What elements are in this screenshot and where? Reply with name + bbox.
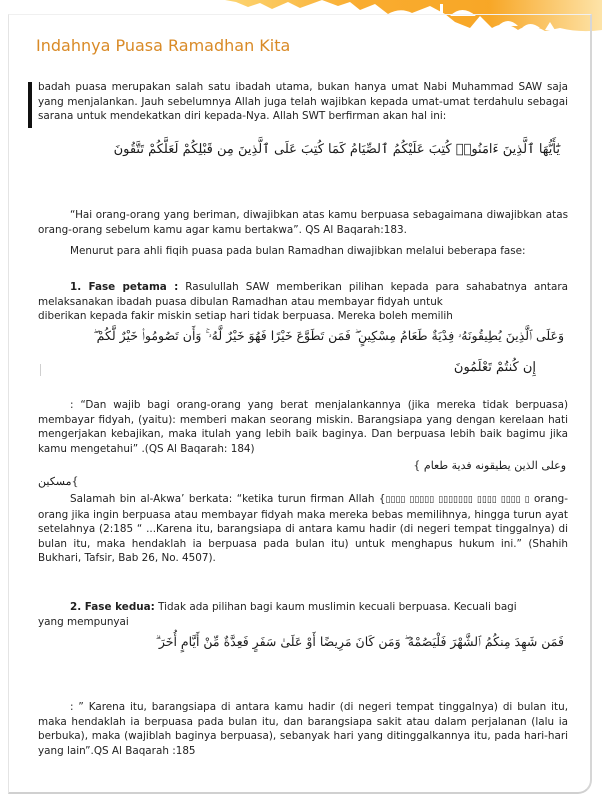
arabic-verse-184-part2: إِن كُنتُمْ تَعْلَمُونَ [453,360,536,375]
drop-cap-initial [28,82,32,128]
phase-1-label: 1. Fase petama : [70,281,179,293]
salamah-hadith-paragraph [38,492,568,566]
intro-paragraph: badah puasa merupakan salah satu ibadah utama, bukan hanya umat Nabi Muhammad SAW saja yang menjalankan. Jauh sebelumnya Allah juga telah wajibkan kepada umat-umat terdahulu sebagai sarana untuk mendekatkan diri kepada-Nya. Allah SWT berfirman akan hal ini: [38,81,568,122]
translation-184: : “Dan wajib bagi orang-orang yang berat menjalankannya (jika mereka tidak berpuasa) membayar fidyah, (yaitu): memberi makan seorang miskin. Barangsiapa yang dengan kerelaan hati mengerjakan kebajikan, maka itulah yang lebih baik baginya. Dan berpuasa lebih baik bagimu jika kamu mengetahui” .(QS Al Baqarah: 184) [38,399,568,455]
phase-1-clipped-line: diberikan kepada fakir miskin setiap hari tidak berpuasa. Mereka boleh memilih [38,310,453,322]
phase-2-continuation: yang mempunyai [38,616,129,628]
arabic-verse-184-part1: وَعَلَى ٱلَّذِينَ يُطِيقُونَهُۥ فِدْيَةٌ طَعَامُ مِسْكِينٍ ۖ فَمَن تَطَوَّعَ خَيْرًا فَهُوَ خَيْرٌ لَّهُۥ ۚ وَأَن تَصُومُوا۟ خَيْرٌ لَّكُمْ ۖ [93,328,564,343]
arabic-inline-quote: وعلى الذين يطيقونه فدية طعام } [413,459,566,472]
translation-183: “Hai orang-orang yang beriman, diwajibkan atas kamu berpuasa sebagaimana diwajibkan atas orang-orang sebelum kamu agar kamu bertakwa”. QS Al Baqarah:183. [38,209,568,236]
text-cursor-marker [40,364,41,376]
phase-2-label: 2. Fase kedua: [70,601,155,613]
phase-2-paragraph [38,600,568,615]
salamah-text-start: Salamah bin al-Akwa’ berkata: “ketika turun firman Allah { [70,493,386,505]
arabic-verse-183: يَٰٓأَيُّهَا ٱلَّذِينَ ءَامَنُوا۟ كُتِبَ عَلَيْكُمُ ٱلصِّيَامُ كَمَا كُتِبَ عَلَى ٱلَّذِينَ مِن قَبْلِكُمْ لَعَلَّكُمْ تَتَّقُونَ [113,142,560,157]
article-title: Indahnya Puasa Ramadhan Kita [36,36,291,55]
arabic-miskin: مسكين{ [38,475,79,488]
translation-185: : ” Karena itu, barangsiapa di antara kamu hadir (di negeri tempat tinggalnya) di bulan itu, maka hendaklah ia berpuasa pada bulan itu, dan barangsiapa sakit atau dalam perjalanan (lalu ia berbuka), maka (wajiblah baginya berpuasa), sebanyak hari yang ditinggalkannya itu, pada hari-hari yang lain”.QS Al Baqarah :185 [38,701,568,757]
phase-1-paragraph [38,280,568,309]
phase-1-text: Rasulullah SAW memberikan pilihan kepada para sahabatnya antara melaksanakan ibadah puasa dibulan Ramadhan atau membayar fidyah untuk [38,281,568,308]
arabic-verse-185: فَمَن شَهِدَ مِنكُمُ ٱلشَّهْرَ فَلْيَصُمْهُ ۖ وَمَن كَانَ مَرِيضًا أَوْ عَلَىٰ سَفَرٍ فَعِدَّةٌ مِّنْ أَيَّامٍ أُخَرَ ۗ [155,634,564,649]
phase-2-text: Tidak ada pilihan bagi kaum muslimin kecuali berpuasa. Kecuali bagi [154,601,517,613]
phases-intro: Menurut para ahli fiqih puasa pada bulan Ramadhan diwajibkan melalui beberapa fase: [70,245,526,257]
missing-glyph-boxes: ▯▯▯▯ ▯▯▯▯▯ ▯▯▯▯▯▯▯ ▯▯▯▯ ▯▯▯▯ ▯ [385,495,530,505]
salamah-text-end: orang-orang jika ingin berpuasa atau membayar fidyah maka mereka bebas memilihnya, hingga turun ayat setelahnya (2:185 “ ...Karena itu, barangsiapa di antara kamu hadir (di negeri tempat tinggalnya) di bulan itu, maka hendaklah ia berpuasa pada bulan itu) untuk menghapus hukum ini.” (Shahih Bukhari, Tafsir, Bab 26, No. 4507). [38,493,568,564]
